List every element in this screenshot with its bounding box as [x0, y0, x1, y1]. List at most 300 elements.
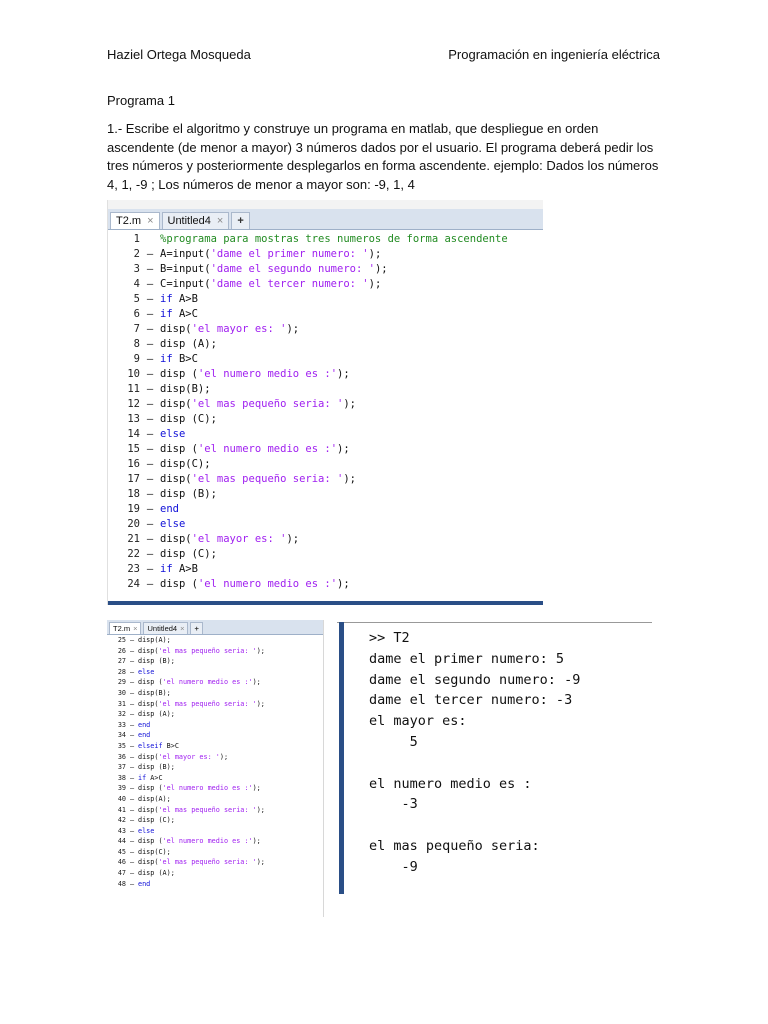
line-number: 4 [133, 278, 140, 290]
line-number: 9 [133, 353, 140, 365]
tab-label: Untitled4 [167, 215, 211, 227]
code-text [138, 762, 175, 773]
code-text [138, 741, 179, 752]
code-string: 'el numero medio es :' [162, 837, 253, 846]
code-token: ); [256, 858, 265, 867]
code-token: B=input( [160, 263, 211, 275]
code-text [138, 699, 265, 710]
line-number: 10 [127, 368, 140, 380]
editor-tab-bar [107, 620, 323, 635]
breakpoint-marker[interactable]: – [129, 720, 135, 729]
line-number: 41 [117, 805, 126, 814]
code-text [138, 656, 175, 667]
breakpoint-marker[interactable] [140, 232, 160, 247]
breakpoint-marker[interactable]: – [129, 657, 135, 666]
code-line[interactable] [107, 656, 323, 667]
close-icon[interactable]: × [180, 624, 185, 633]
breakpoint-marker[interactable]: – [146, 308, 154, 320]
code-line[interactable] [107, 667, 323, 678]
line-number: 7 [133, 323, 140, 335]
line-number: 26 [117, 646, 126, 655]
code-line[interactable] [107, 688, 323, 699]
code-token: disp(B); [138, 688, 171, 697]
breakpoint-marker[interactable]: – [146, 518, 154, 530]
breakpoint-marker[interactable]: – [146, 503, 154, 515]
code-line[interactable] [108, 277, 543, 292]
code-line[interactable] [107, 868, 323, 879]
code-token: disp(B); [160, 383, 211, 395]
line-number: 27 [117, 657, 126, 666]
code-string: 'el mas pequeño seria: ' [158, 805, 257, 814]
editor-bottom-bar [108, 601, 543, 605]
code-token: ); [286, 323, 300, 335]
code-token: disp (C); [160, 548, 217, 560]
close-icon[interactable]: × [133, 624, 138, 633]
breakpoint-marker[interactable]: – [146, 263, 154, 275]
code-token: disp(C); [160, 458, 211, 470]
close-icon[interactable]: × [216, 215, 224, 227]
code-line[interactable] [108, 292, 543, 307]
breakpoint-marker[interactable]: – [146, 383, 154, 395]
code-line[interactable] [108, 517, 543, 532]
breakpoint-marker[interactable]: – [129, 869, 135, 878]
code-text [138, 720, 150, 731]
breakpoint-marker[interactable]: – [146, 488, 154, 500]
breakpoint-marker[interactable]: – [146, 548, 154, 560]
code-keyword: end [138, 879, 151, 888]
code-line[interactable] [108, 547, 543, 562]
code-text [138, 879, 150, 890]
code-token: disp (C); [138, 816, 175, 825]
code-token: disp(C); [138, 847, 171, 856]
command-output-line: 5 [369, 734, 418, 750]
breakpoint-marker[interactable]: – [146, 278, 154, 290]
code-text [138, 667, 154, 678]
code-token: disp( [160, 473, 192, 485]
code-token: ); [286, 533, 300, 545]
code-line[interactable] [108, 352, 543, 367]
breakpoint-marker[interactable]: – [146, 338, 154, 350]
code-line[interactable] [108, 262, 543, 277]
breakpoint-marker[interactable]: – [129, 646, 135, 655]
code-token: A>B [172, 293, 198, 305]
new-tab-button[interactable]: + [231, 212, 249, 229]
breakpoint-marker[interactable]: – [129, 752, 135, 761]
line-number: 5 [133, 293, 140, 305]
line-number: 11 [127, 383, 140, 395]
command-output-line: -3 [369, 796, 418, 813]
code-line[interactable] [108, 532, 543, 547]
line-number: 48 [117, 879, 126, 888]
breakpoint-marker[interactable]: – [146, 563, 154, 575]
breakpoint-marker[interactable]: – [146, 458, 154, 470]
code-line[interactable] [107, 677, 323, 688]
code-token: ); [256, 699, 265, 708]
code-text [138, 847, 171, 858]
line-number: 25 [117, 636, 126, 644]
breakpoint-marker[interactable]: – [146, 428, 154, 440]
code-line[interactable] [108, 457, 543, 472]
editor-screenshot-1 [107, 200, 543, 605]
code-token: disp ( [160, 443, 198, 455]
breakpoint-marker[interactable]: – [129, 805, 135, 814]
line-number: 43 [117, 826, 126, 835]
code-string: 'el mas pequeño seria: ' [191, 473, 344, 485]
code-text [160, 472, 356, 487]
command-output-line: -9 [369, 858, 418, 875]
code-token: disp (A); [160, 338, 217, 350]
code-keyword: else [138, 667, 155, 676]
line-number: 45 [117, 847, 126, 856]
breakpoint-marker[interactable]: – [129, 710, 135, 719]
code-area[interactable] [107, 635, 323, 889]
code-text [160, 382, 211, 397]
new-tab-button[interactable]: + [190, 622, 202, 634]
code-line[interactable] [107, 815, 323, 826]
code-text [138, 868, 175, 879]
code-text [160, 577, 350, 592]
line-number: 17 [127, 473, 140, 485]
code-text [160, 427, 185, 442]
line-number: 46 [117, 858, 126, 867]
breakpoint-marker[interactable]: – [129, 731, 135, 740]
code-line[interactable] [108, 487, 543, 502]
code-text [160, 457, 211, 472]
breakpoint-marker[interactable]: – [146, 443, 154, 455]
code-string: 'el mas pequeño seria: ' [191, 398, 344, 410]
breakpoint-marker[interactable]: – [146, 413, 154, 425]
code-token: A>C [172, 308, 198, 320]
code-text [160, 322, 299, 337]
code-token: disp ( [138, 837, 163, 846]
breakpoint-marker[interactable]: – [129, 794, 135, 803]
code-token: ); [252, 678, 261, 687]
code-line[interactable] [108, 337, 543, 352]
tab-t2-m[interactable] [109, 622, 141, 634]
code-text [160, 337, 217, 352]
code-token: A>C [146, 773, 163, 782]
code-token: disp (B); [138, 763, 175, 772]
line-number: 16 [127, 458, 140, 470]
code-string: 'el mas pequeño seria: ' [158, 699, 257, 708]
code-line[interactable] [107, 646, 323, 657]
code-text [160, 547, 217, 562]
code-text [138, 688, 171, 699]
code-line[interactable] [108, 247, 543, 262]
code-string: 'el mayor es: ' [158, 752, 220, 761]
breakpoint-marker[interactable]: – [129, 667, 135, 676]
code-text [138, 646, 265, 657]
code-keyword: else [160, 428, 186, 440]
code-keyword: else [138, 826, 155, 835]
line-number: 35 [117, 741, 126, 750]
code-token: disp ( [160, 578, 198, 590]
code-line[interactable] [108, 307, 543, 322]
code-token: disp( [160, 398, 192, 410]
code-keyword: end [138, 731, 151, 740]
line-number: 44 [117, 837, 126, 846]
close-icon[interactable]: × [147, 215, 154, 227]
breakpoint-marker[interactable]: – [129, 636, 135, 644]
code-token: disp (C); [160, 413, 217, 425]
code-token: disp (B); [160, 488, 217, 500]
code-string: 'el numero medio es :' [197, 443, 338, 455]
code-token: C=input( [160, 278, 211, 290]
command-window[interactable] [337, 608, 657, 894]
code-keyword: end [160, 503, 179, 515]
code-token: disp(A); [138, 794, 171, 803]
code-keyword: else [160, 518, 186, 530]
breakpoint-marker[interactable]: – [146, 578, 154, 590]
breakpoint-marker[interactable]: – [129, 741, 135, 750]
code-line[interactable] [107, 699, 323, 710]
code-token: disp( [138, 858, 159, 867]
program-title: Programa 1 [107, 93, 175, 108]
command-output-line: el mayor es: [369, 713, 467, 730]
code-string: 'el mayor es: ' [191, 533, 287, 545]
code-line[interactable] [107, 826, 323, 837]
line-number: 8 [133, 338, 140, 350]
code-token: ); [219, 752, 229, 761]
command-output-line: dame el segundo numero: -9 [369, 671, 581, 688]
breakpoint-marker[interactable]: – [146, 398, 154, 410]
code-line[interactable] [107, 879, 323, 890]
code-line[interactable] [108, 397, 543, 412]
code-keyword: end [138, 720, 151, 729]
code-token: ); [337, 443, 350, 455]
code-keyword: if [160, 563, 173, 575]
code-string: 'el mas pequeño seria: ' [158, 858, 257, 867]
breakpoint-marker[interactable]: – [146, 353, 154, 365]
code-text [160, 352, 198, 367]
code-token: B>C [162, 741, 179, 750]
code-token: ); [368, 278, 382, 290]
breakpoint-marker[interactable]: – [146, 248, 154, 260]
breakpoint-marker[interactable]: – [129, 773, 135, 782]
code-line[interactable] [107, 836, 323, 847]
line-number: 33 [117, 720, 126, 729]
breakpoint-marker[interactable]: – [129, 858, 135, 867]
code-token: disp ( [138, 784, 163, 793]
code-line[interactable] [108, 442, 543, 457]
code-text [160, 247, 381, 262]
line-number: 39 [117, 784, 126, 793]
code-token: ); [374, 263, 388, 275]
tab-label: T2.m [113, 624, 131, 633]
line-number: 14 [127, 428, 140, 440]
code-token: disp ( [160, 368, 198, 380]
line-number: 40 [117, 794, 126, 803]
code-text [138, 836, 261, 847]
line-number: 24 [127, 578, 140, 590]
line-number: 3 [133, 263, 140, 275]
line-number: 42 [117, 816, 126, 825]
line-number: 47 [117, 869, 126, 878]
code-string: 'dame el segundo numero: ' [210, 263, 375, 275]
code-keyword: if [160, 353, 173, 365]
code-text [138, 752, 228, 763]
code-text [160, 397, 356, 412]
code-text [160, 292, 198, 307]
line-number: 2 [133, 248, 140, 260]
code-line[interactable] [107, 730, 323, 741]
code-line[interactable] [108, 472, 543, 487]
code-string: 'el numero medio es :' [197, 368, 338, 380]
code-token: B>C [172, 353, 198, 365]
code-text [160, 487, 217, 502]
breakpoint-marker[interactable]: – [129, 847, 135, 856]
code-line[interactable] [107, 847, 323, 858]
line-number: 38 [117, 773, 126, 782]
code-text [160, 262, 388, 277]
breakpoint-marker[interactable]: – [129, 678, 135, 687]
code-text [138, 857, 265, 868]
code-token: A=input( [160, 248, 211, 260]
code-token: disp (A); [138, 869, 175, 878]
code-line[interactable] [107, 805, 323, 816]
author-name: Haziel Ortega Mosqueda [107, 47, 251, 62]
tab-label: T2.m [116, 215, 142, 227]
tab-label: Untitled4 [147, 624, 178, 633]
editor-path-bar [108, 200, 543, 209]
course-name: Programación en ingeniería eléctrica [448, 47, 660, 62]
code-token: disp( [138, 805, 159, 814]
code-text [160, 532, 299, 547]
breakpoint-marker[interactable]: – [146, 473, 154, 485]
code-token: disp( [160, 323, 192, 335]
breakpoint-marker[interactable]: – [129, 784, 135, 793]
code-line[interactable] [107, 762, 323, 773]
code-token: ); [343, 473, 356, 485]
command-output-line: dame el tercer numero: -3 [369, 692, 573, 709]
tab-untitled4[interactable] [143, 622, 188, 634]
breakpoint-marker[interactable]: – [129, 826, 135, 835]
code-string: 'el mas pequeño seria: ' [158, 646, 257, 655]
breakpoint-marker[interactable]: – [129, 688, 135, 697]
code-token: disp (A); [138, 710, 175, 719]
command-output-line: el mas pequeño seria: [369, 838, 540, 854]
command-window-top-border [337, 622, 652, 623]
line-number: 37 [117, 763, 126, 772]
code-string: 'el numero medio es :' [162, 784, 253, 793]
code-comment: %programa para mostras tres numeros de forma ascendente [160, 233, 508, 245]
code-line[interactable] [107, 857, 323, 868]
code-text [138, 805, 265, 816]
code-string: 'el numero medio es :' [197, 578, 338, 590]
code-string: 'el numero medio es :' [162, 678, 253, 687]
line-number: 28 [117, 667, 126, 676]
line-number: 23 [127, 563, 140, 575]
code-line[interactable] [107, 741, 323, 752]
line-number: 1 [133, 233, 140, 245]
code-text [138, 773, 163, 784]
code-line[interactable] [107, 635, 323, 646]
command-prompt-line: >> T2 [369, 630, 410, 646]
code-line[interactable] [107, 709, 323, 720]
code-text [160, 517, 185, 532]
code-token: ); [256, 805, 265, 814]
code-text [138, 635, 171, 646]
code-token: ); [337, 368, 350, 380]
line-number: 31 [117, 699, 126, 708]
breakpoint-marker[interactable]: – [129, 763, 135, 772]
code-text [138, 815, 175, 826]
line-number: 34 [117, 731, 126, 740]
code-line[interactable] [107, 783, 323, 794]
code-line[interactable] [108, 427, 543, 442]
line-number: 29 [117, 678, 126, 687]
code-line[interactable] [107, 794, 323, 805]
code-line[interactable] [108, 562, 543, 577]
breakpoint-marker[interactable]: – [129, 816, 135, 825]
code-keyword: if [160, 308, 173, 320]
line-number: 19 [127, 503, 140, 515]
code-keyword: if [160, 293, 173, 305]
code-text [138, 783, 261, 794]
tab-t2-m[interactable] [110, 212, 160, 229]
code-line[interactable] [107, 773, 323, 784]
code-string: 'el mayor es: ' [191, 323, 287, 335]
line-number: 20 [127, 518, 140, 530]
code-token: ); [256, 646, 265, 655]
breakpoint-marker[interactable]: – [146, 533, 154, 545]
code-token: ); [252, 784, 261, 793]
code-token: ); [337, 578, 350, 590]
breakpoint-marker[interactable]: – [129, 699, 135, 708]
breakpoint-marker[interactable]: – [146, 323, 154, 335]
code-token: disp( [138, 699, 159, 708]
code-line[interactable] [108, 322, 543, 337]
code-text [160, 412, 217, 427]
breakpoint-marker[interactable]: – [146, 293, 154, 305]
code-line[interactable] [108, 412, 543, 427]
code-line[interactable] [107, 752, 323, 763]
code-string: 'dame el tercer numero: ' [210, 278, 369, 290]
code-text [138, 709, 175, 720]
code-line[interactable] [108, 502, 543, 517]
code-line[interactable] [108, 367, 543, 382]
line-number: 32 [117, 710, 126, 719]
line-number: 18 [127, 488, 140, 500]
code-keyword: elseif [138, 741, 163, 750]
code-line[interactable] [107, 720, 323, 731]
line-number: 15 [127, 443, 140, 455]
code-line[interactable] [108, 382, 543, 397]
code-area[interactable] [108, 230, 543, 592]
line-number: 13 [127, 413, 140, 425]
code-line[interactable] [108, 232, 543, 247]
code-token: disp( [160, 533, 192, 545]
line-number: 6 [133, 308, 140, 320]
code-text [160, 307, 198, 322]
code-text [160, 277, 381, 292]
breakpoint-marker[interactable]: – [129, 879, 135, 888]
code-keyword: if [138, 773, 147, 782]
code-text [160, 502, 179, 517]
breakpoint-marker[interactable]: – [146, 368, 154, 380]
tab-untitled4[interactable] [162, 212, 230, 229]
code-token: A>B [172, 563, 198, 575]
breakpoint-marker[interactable]: – [129, 837, 135, 846]
code-token: disp( [138, 752, 159, 761]
code-line[interactable] [108, 577, 543, 592]
code-string: 'dame el primer numero: ' [210, 248, 369, 260]
code-token: disp(A); [138, 636, 171, 644]
command-output-line: dame el primer numero: 5 [369, 650, 565, 667]
line-number: 12 [127, 398, 140, 410]
problem-statement: 1.- Escribe el algoritmo y construye un programa en matlab, que despliegue en orden ascendente (de menor a mayor) 3 números dados por el usuario. El programa deberá pedir los tres números y posteriormente desplegarlos en forma ascendente. ejemplo: Dados los números 4, 1, -9 ; Los números de menor a mayor son: -9, 1, 4 [107, 121, 659, 192]
line-number: 21 [127, 533, 140, 545]
